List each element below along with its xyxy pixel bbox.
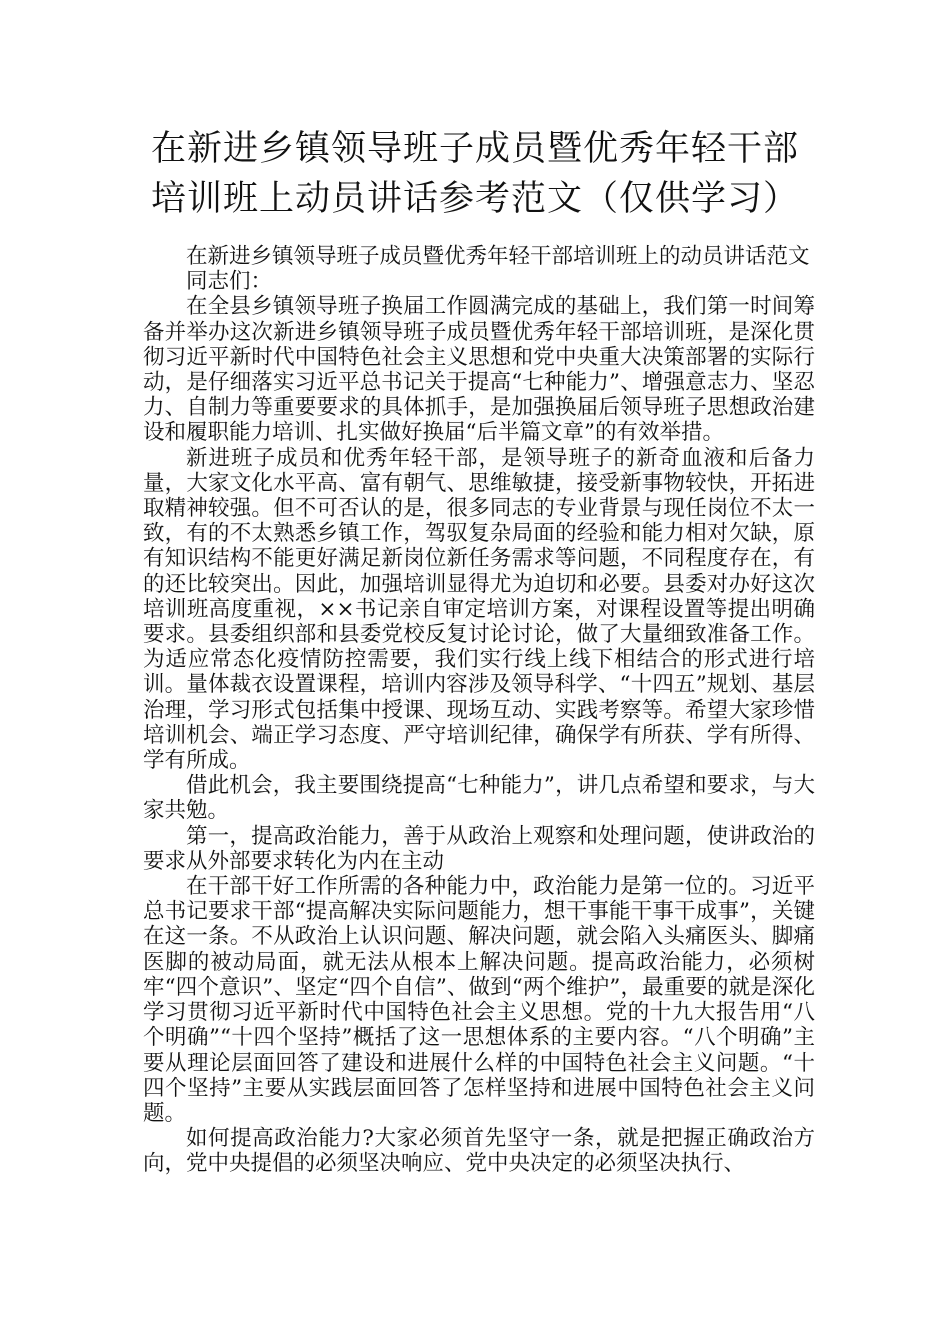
title-line-2: 培训班上动员讲话参考范文（仅供学习）: [150, 179, 799, 219]
body-paragraph: 借此机会，我主要围绕提高“七种能力”，讲几点希望和要求，与大家共勉。: [143, 773, 815, 824]
document-title: [60, 124, 890, 224]
body-paragraph: 在干部干好工作所需的各种能力中，政治能力是第一位的。习近平总书记要求干部“提高解决实际问题能力，想干事能干事干成事”，关键在这一条。不从政治上认识问题、解决问题，就会陷入头痛医头、脚痛医脚的被动局面，就无法从根本上解决问题。提高政治能力，必须树牢“四个意识”、坚定“四个自信”、做到“两个维护”，最重要的就是深化学习贯彻习近平新时代中国特色社会主义思想。党的十九大报告用“八个明确”“十四个坚持”概括了这一思想体系的主要内容。“八个明确”主要从理论层面回答了建设和进展什么样的中国特色社会主义问题。“十四个坚持”主要从实践层面回答了怎样坚持和进展中国特色社会主义问题。: [143, 874, 815, 1126]
salutation: 同志们：: [186, 269, 273, 295]
document-body: [143, 244, 815, 1177]
section-heading: 第一，提高政治能力，善于从政治上观察和处理问题，使讲政治的要求从外部要求转化为内在主动: [143, 823, 815, 874]
body-paragraph: 新进班子成员和优秀年轻干部，是领导班子的新奇血液和后备力量，大家文化水平高、富有朝气、思维敏捷，接受新事物较快，开拓进取精神较强。但不可否认的是，很多同志的专业背景与现任岗位不太一致，有的不太熟悉乡镇工作，驾驭复杂局面的经验和能力相对欠缺，原有知识结构不能更好满足新岗位新任务需求等问题，不同程度存在，有的还比较突出。因此，加强培训显得尤为迫切和必要。县委对办好这次培训班高度重视，××书记亲自审定培训方案，对课程设置等提出明确要求。县委组织部和县委党校反复讨论讨论，做了大量细致准备工作。为适应常态化疫情防控需要，我们实行线上线下相结合的形式进行培训。量体裁衣设置课程，培训内容涉及领导科学、“十四五”规划、基层治理，学习形式包括集中授课、现场互动、实践考察等。希望大家珍惜培训机会、端正学习态度、严守培训纪律，确保学有所获、学有所得、学有所成。: [143, 445, 815, 774]
body-paragraph: 如何提高政治能力?大家必须首先坚守一条，就是把握正确政治方向，党中央提倡的必须坚决响应、党中央决定的必须坚决执行、: [143, 1126, 815, 1177]
body-paragraph: 在全县乡镇领导班子换届工作圆满完成的基础上，我们第一时间筹备并举办这次新进乡镇领导班子成员暨优秀年轻干部培训班，是深化贯彻习近平新时代中国特色社会主义思想和党中央重大决策部署的实际行动，是仔细落实习近平总书记关于提高“七种能力”、增强意志力、坚忍力、自制力等重要要求的具体抓手，是加强换届后领导班子思想政治建设和履职能力培训、扎实做好换届“后半篇文章”的有效举措。: [143, 294, 815, 446]
subtitle-paragraph: 在新进乡镇领导班子成员暨优秀年轻干部培训班上的动员讲话范文: [186, 244, 810, 269]
title-line-1: 在新进乡镇领导班子成员暨优秀年轻干部: [150, 129, 799, 169]
